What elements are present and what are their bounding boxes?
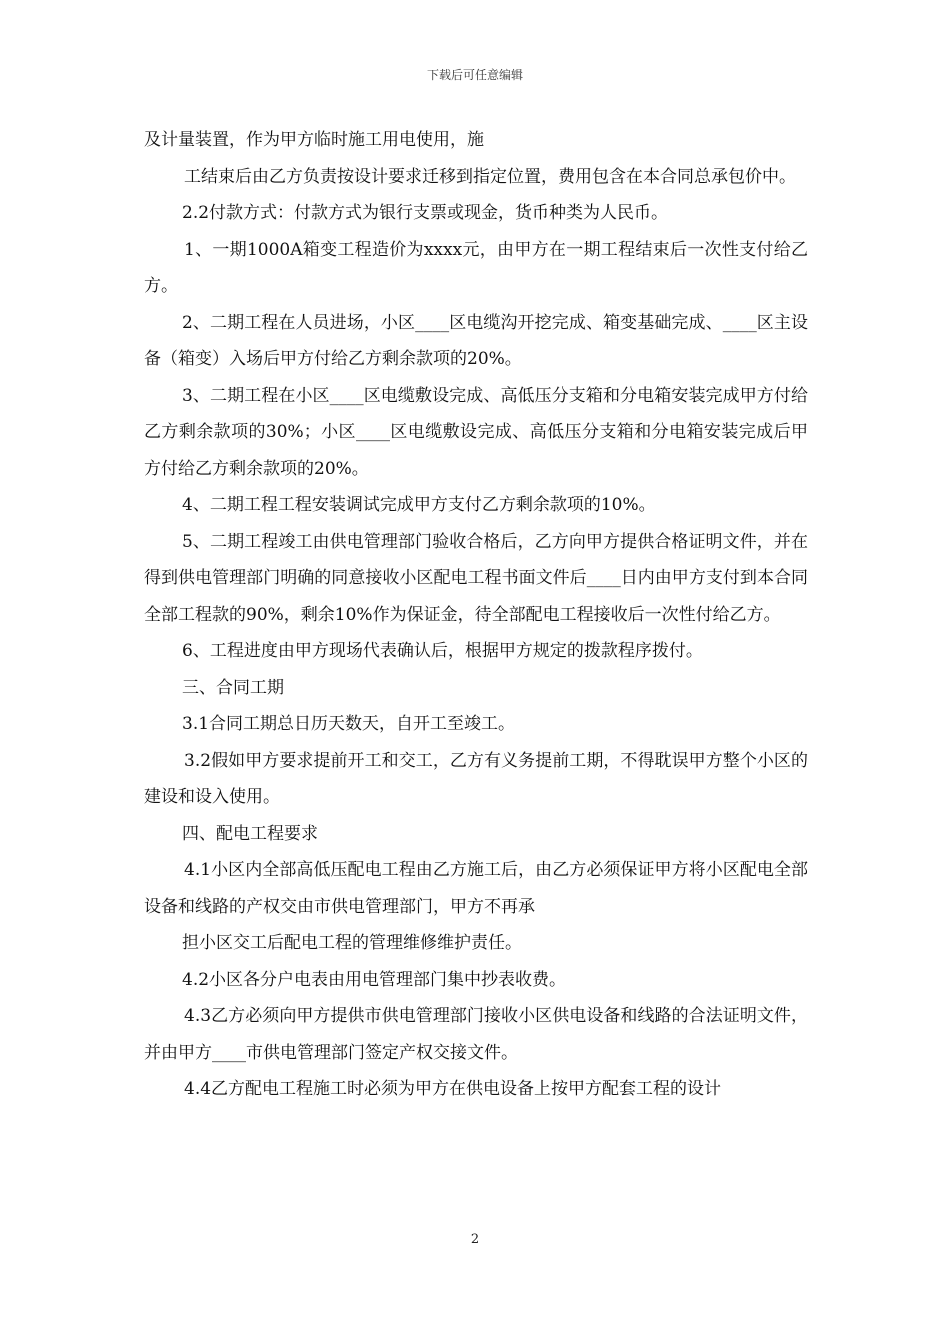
page-header: 下载后可任意编辑 <box>426 68 523 82</box>
paragraph: 2、二期工程在人员进场，小区____区电缆沟开挖完成、箱变基础完成、____区主设备（箱变）入场后甲方付给乙方剩余款项的20%。 <box>144 312 808 369</box>
document-body <box>144 122 808 1108</box>
paragraph: 6、工程进度由甲方现场代表确认后，根据甲方规定的拨款程序拨付。 <box>182 641 703 661</box>
paragraph: 1、一期1000A箱变工程造价为xxxx元，由甲方在一期工程结束后一次性支付给乙方。 <box>144 239 808 296</box>
page-number: 2 <box>470 1232 480 1247</box>
paragraph: 及计量装置，作为甲方临时施工用电使用，施 <box>144 130 484 150</box>
paragraph: 工结束后由乙方负责按设计要求迁移到指定位置，费用包含在本合同总承包价中。 <box>184 166 796 187</box>
section-heading: 三、合同工期 <box>182 677 284 698</box>
paragraph: 3.1合同工期总日历天数天，自开工至竣工。 <box>182 714 516 734</box>
section-heading: 四、配电工程要求 <box>182 823 318 844</box>
paragraph: 4、二期工程工程安装调试完成甲方支付乙方剩余款项的10%。 <box>182 495 656 515</box>
paragraph: 担小区交工后配电工程的管理维修维护责任。 <box>182 933 522 953</box>
paragraph: 3、二期工程在小区____区电缆敷设完成、高低压分支箱和分电箱安装完成甲方付给乙方剩余款项的30%；小区____区电缆敷设完成、高低压分支箱和分电箱安装完成后甲方付给乙方剩余款项的20%。 <box>144 385 808 479</box>
paragraph: 2.2付款方式：付款方式为银行支票或现金，货币种类为人民币。 <box>182 203 669 223</box>
paragraph: 4.1小区内全部高低压配电工程由乙方施工后，由乙方必须保证甲方将小区配电全部设备和线路的产权交由市供电管理部门，甲方不再承 <box>144 860 808 917</box>
paragraph: 4.2小区各分户电表由用电管理部门集中抄表收费。 <box>182 969 567 990</box>
paragraph: 3.2假如甲方要求提前开工和交工，乙方有义务提前工期，不得耽误甲方整个小区的建设和设入使用。 <box>144 750 808 807</box>
paragraph: 4.3乙方必须向甲方提供市供电管理部门接收小区供电设备和线路的合法证明文件，并由甲方____市供电管理部门签定产权交接文件。 <box>144 1006 808 1063</box>
paragraph: 5、二期工程竣工由供电管理部门验收合格后，乙方向甲方提供合格证明文件，并在得到供电管理部门明确的同意接收小区配电工程书面文件后____日内由甲方支付到本合同全部工程款的90%，剩余10%作为保证金，待全部配电工程接收后一次性付给乙方。 <box>144 531 808 625</box>
paragraph: 4.4乙方配电工程施工时必须为甲方在供电设备上按甲方配套工程的设计 <box>184 1079 722 1099</box>
